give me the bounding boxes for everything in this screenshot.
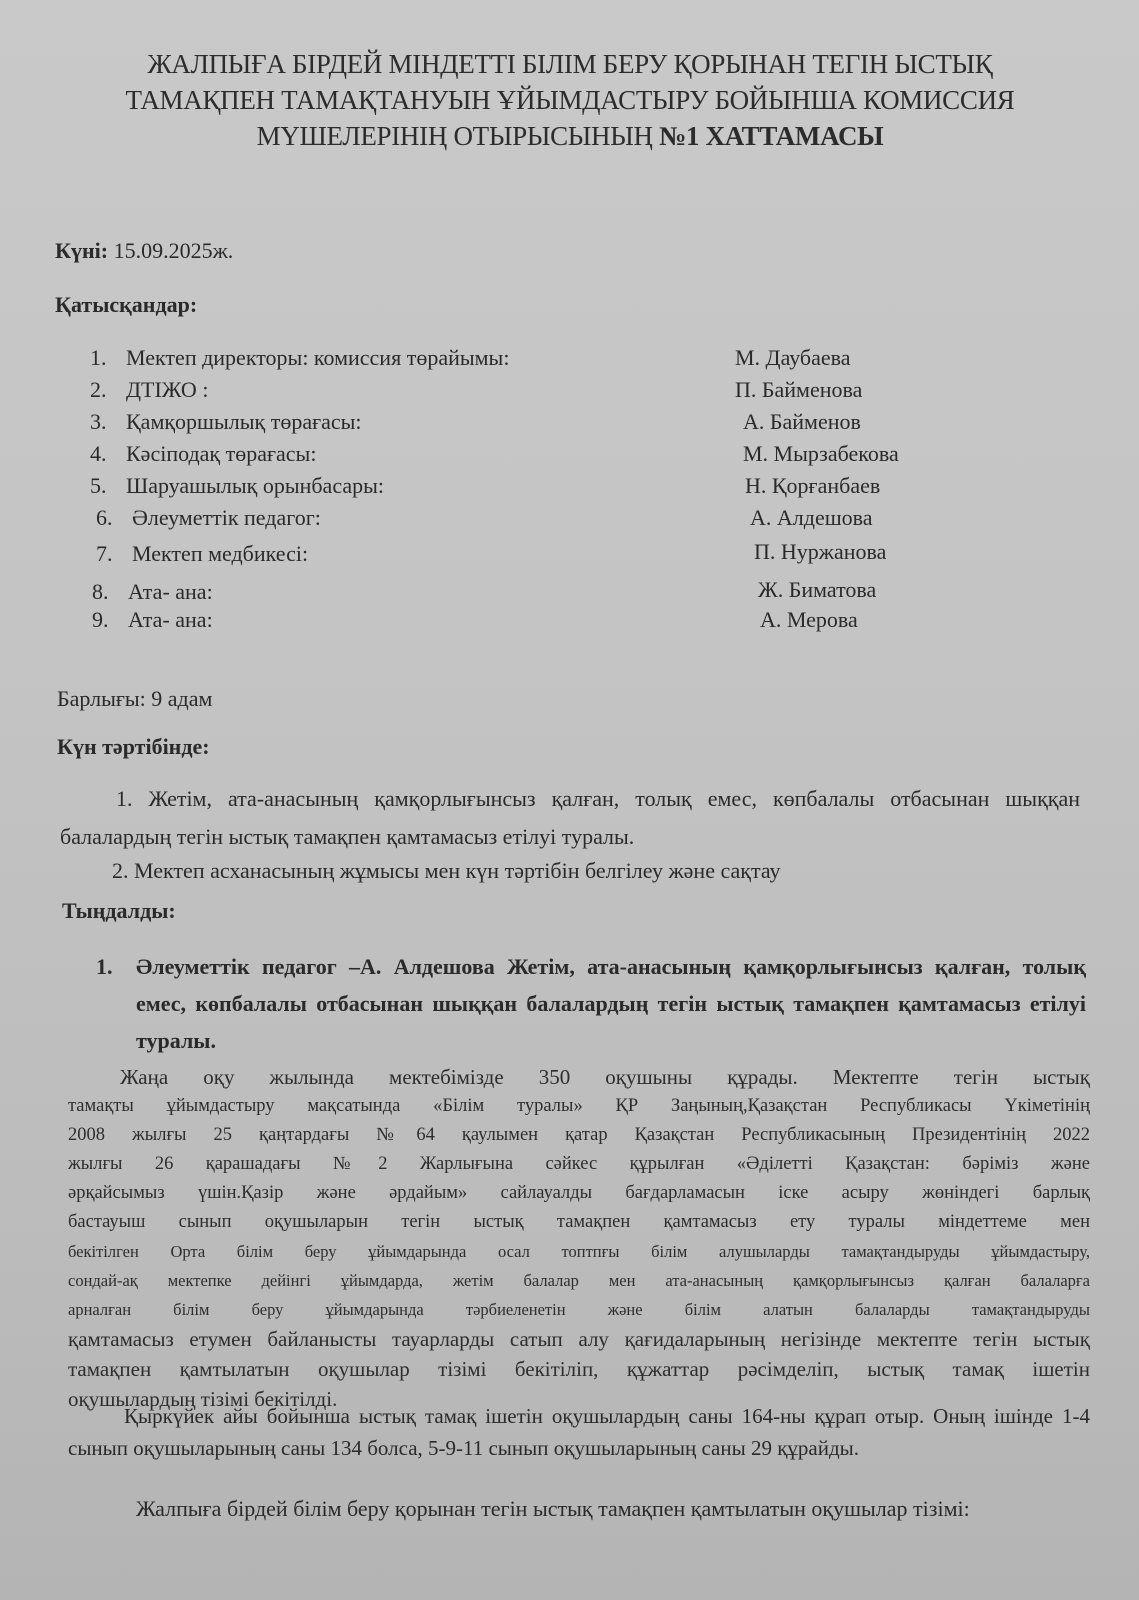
participant-number: 5. [90, 473, 107, 498]
participant-number: 7. [96, 541, 113, 566]
paragraph-1-line: 2008 жылғы 25 қаңтардағы №64 қаулымен қатар Қазақстан Республикасының Президентінің 2022 [68, 1125, 1090, 1145]
heard-heading: Тыңдалды: [62, 898, 176, 923]
paragraph-1-line: бекітілген Орта білім беру ұйымдарында осал топтпғы білім алушыларды тамақтандыруды ұйымдастыру, [68, 1242, 1090, 1261]
agenda-item-1: 1. Жетім, ата-анасының қамқорлығынсыз қалған, толық емес, көпбалалы отбасынан шыққан балалардың тегін ыстық тамақпен қамтамасыз етілуі туралы. [60, 786, 1080, 849]
paragraph-2: Қыркүйек айы бойынша ыстық тамақ ішетін оқушылардың саны 164-ны құрап отыр. Оның ішінде 1-4 сынып оқушыларының саны 134 болса, 5-9-11 сынып оқушыларының саны 29 құрайды. [68, 1404, 1090, 1460]
paragraph-1 [68, 1062, 1090, 1414]
paragraph-3: Жалпыға бірдей білім беру қорынан тегін ыстық тамақпен қамтылатын оқушылар тізімі: [136, 1496, 970, 1521]
paragraph-1-line: сондай-ақ мектепке дейінгі ұйымдарда, жетім балалар мен ата-анасының қамқорлығынсыз қалған балаларға [68, 1271, 1090, 1290]
paragraph-1-line: Жаңа оқу жылында мектебімізде 350 оқушыны құрады. Мектепте тегін ыстық [120, 1065, 1090, 1089]
paragraph-1-line: жылғы 26 қарашадағы №2 Жарлығына сәйкес құрылған «Әділетті Қазақстан: бәріміз және [68, 1154, 1090, 1174]
participant-name: Н. Қорғанбаев [745, 473, 881, 498]
participant-row [90, 409, 990, 441]
participant-number: 8. [92, 579, 109, 604]
participants-list [90, 345, 990, 639]
agenda-heading: Күн тәртібінде: [57, 734, 210, 759]
participant-role: Ата- ана: [128, 579, 213, 604]
participants-heading: Қатысқандар: [55, 292, 198, 317]
agenda-item-2: 2. Мектеп асханасының жұмысы мен күн тәртібін белгілеу және сақтау [112, 858, 781, 883]
participant-number: 2. [90, 377, 107, 402]
paragraph-1-line: арналған білім беру ұйымдарында тәрбиеленетін және білім алатын балаларды тамақтандыруды [68, 1300, 1090, 1319]
participant-row [90, 505, 990, 537]
paragraph-1-line: оқушылардың тізімі бекітілді. [68, 1387, 338, 1411]
paragraph-1-line: тамақты ұйымдастыру мақсатында «Білім туралы» ҚР Заңының,Қазақстан Республикасы Үкіметінің [68, 1096, 1090, 1116]
participant-role: Әлеуметтік педагог: [132, 505, 321, 530]
date-value: 15.09.2025ж. [113, 238, 234, 263]
participant-role: Мектеп медбикесі: [132, 541, 309, 566]
meeting-date [55, 238, 233, 264]
participant-row [90, 441, 990, 473]
participant-number: 6. [96, 505, 113, 530]
heard-item-1 [96, 948, 1086, 1059]
title-line-1: ЖАЛПЫҒА БІРДЕЙ МІНДЕТТІ БІЛІМ БЕРУ ҚОРЫНАН ТЕГІН ЫСТЫҚ [147, 49, 993, 79]
participant-name: А. Байменов [743, 409, 861, 434]
participant-number: 3. [90, 409, 107, 434]
participant-row [90, 537, 990, 573]
participant-name: М. Мырзабекова [743, 441, 899, 466]
paragraph-1-line: әрқайсымыз үшін.Қазір және әрдайым» сайлауалды бағдарламасын іске асыру жөніндегі барлық [68, 1183, 1090, 1203]
participant-number: 9. [92, 607, 109, 632]
date-label: Күні: [55, 238, 109, 263]
protocol-number: №1 ХАТТАМАСЫ [659, 121, 884, 151]
participant-row [90, 473, 990, 505]
participant-name: П. Байменова [735, 377, 863, 402]
participant-row [90, 377, 990, 409]
participant-name: М. Даубаева [735, 345, 851, 370]
participant-name: А. Мерова [760, 607, 858, 632]
participant-number: 4. [90, 441, 107, 466]
participant-role: Мектеп директоры: комиссия төрайымы: [126, 345, 510, 370]
participant-name: Ж. Биматова [758, 577, 877, 602]
title-line-3 [80, 118, 1060, 154]
participant-role: ДТІЖО : [126, 377, 209, 402]
paragraph-1-line: қамтамасыз етумен байланысты тауарларды сатып алу қағидаларының негізінде мектепте тегін ыстық [68, 1327, 1090, 1351]
paragraph-1-line: бастауыш сынып оқушыларын тегін ыстық тамақпен қамтамасыз ету туралы міндеттеме мен [68, 1212, 1090, 1232]
participant-number: 1. [90, 345, 107, 370]
participant-role: Ата- ана: [128, 607, 213, 632]
participant-row [90, 573, 990, 607]
participant-role: Кәсіподақ төрағасы: [126, 441, 317, 466]
participant-row [90, 607, 990, 639]
participants-total: Барлығы: 9 адам [57, 686, 213, 711]
paragraph-1-line: тамақпен қамтылатын оқушылар тізімі бекітіліп, құжаттар рәсімделіп, ыстық тамақ ішетін [68, 1357, 1090, 1381]
participant-role: Шаруашылық орынбасары: [126, 473, 385, 498]
participant-name: А. Алдешова [750, 505, 873, 530]
document-title [80, 46, 1060, 154]
heard-item-number: 1. [96, 954, 113, 979]
participant-name: П. Нуржанова [754, 539, 887, 564]
participant-row [90, 345, 990, 377]
title-line-3-text: МҮШЕЛЕРІНІҢ ОТЫРЫСЫНЫҢ [256, 121, 653, 151]
participant-role: Қамқоршылық төрағасы: [126, 409, 362, 434]
heard-item-text: Әлеуметтік педагог –А. Алдешова Жетім, ата-анасының қамқорлығынсыз қалған, толық емес, көпбалалы отбасынан шыққан балалардың тегін ыстық тамақпен қамтамасыз етілуі туралы. [136, 954, 1086, 1053]
title-line-2: ТАМАҚПЕН ТАМАҚТАНУЫН ҰЙЫМДАСТЫРУ БОЙЫНША КОМИССИЯ [125, 85, 1015, 115]
